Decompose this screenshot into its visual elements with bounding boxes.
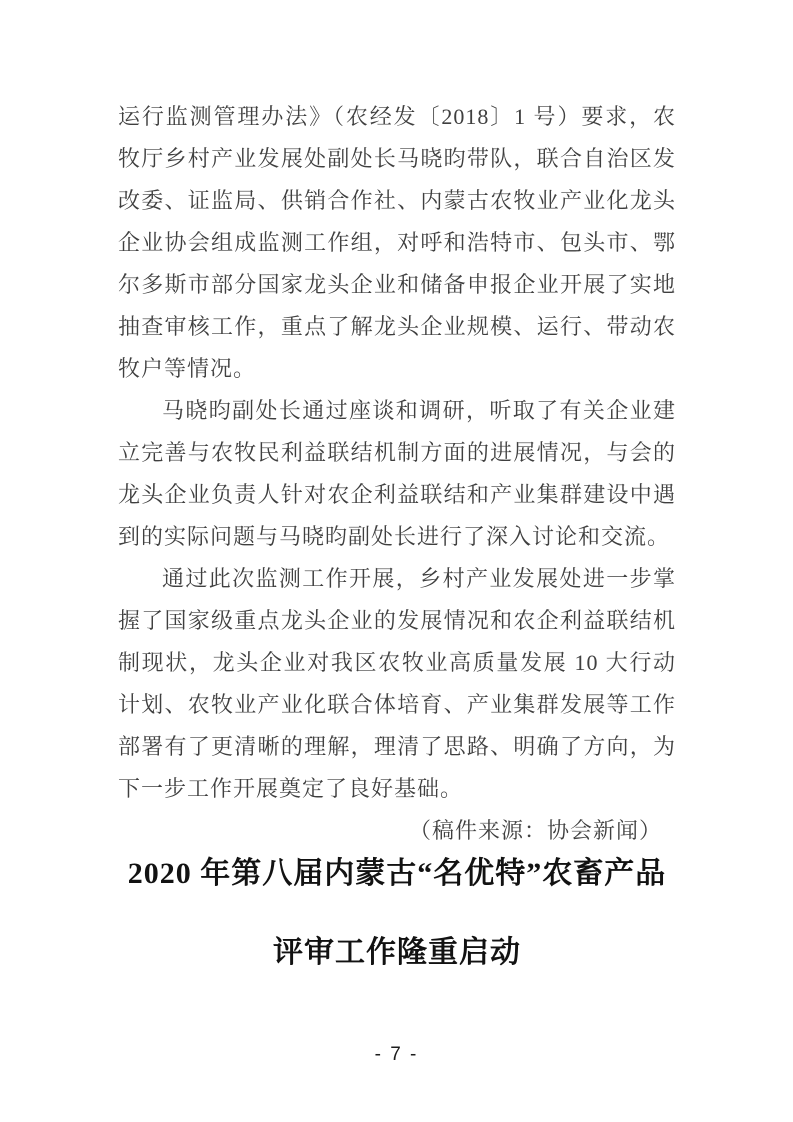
paragraph-3: 通过此次监测工作开展，乡村产业发展处进一步掌握了国家级重点龙头企业的发展情况和农企利益联结机制现状，龙头企业对我区农牧业高质量发展 10 大行动计划、农牧业产业化联合体培育、产业集群发展等工作部署有了更清晰的理解，理清了思路、明确了方向，为下一步工作开展奠定了良好基础。 (118, 566, 676, 801)
source-note: （稿件来源：协会新闻） (408, 818, 662, 843)
article-title-line-1: 2020 年第八届内蒙古“名优特”农畜产品 (127, 857, 667, 890)
page-number: - 7 - (374, 1044, 419, 1065)
article-body (118, 96, 676, 852)
article-title (100, 834, 694, 992)
paragraph-1: 运行监测管理办法》（农经发〔2018〕1 号）要求，农牧厅乡村产业发展处副处长马晓昀带队，联合自治区发改委、证监局、供销合作社、内蒙古农牧业产业化龙头企业协会组成监测工作组，对呼和浩特市、包头市、鄂尔多斯市部分国家龙头企业和储备申报企业开展了实地抽查审核工作，重点了解龙头企业规模、运行、带动农牧户等情况。 (118, 104, 676, 381)
paragraph-2: 马晓昀副处长通过座谈和调研，听取了有关企业建立完善与农牧民利益联结机制方面的进展情况，与会的龙头企业负责人针对农企利益联结和产业集群建设中遇到的实际问题与马晓昀副处长进行了深入讨论和交流。 (118, 398, 676, 549)
article-title-line-2: 评审工作隆重启动 (273, 936, 521, 969)
